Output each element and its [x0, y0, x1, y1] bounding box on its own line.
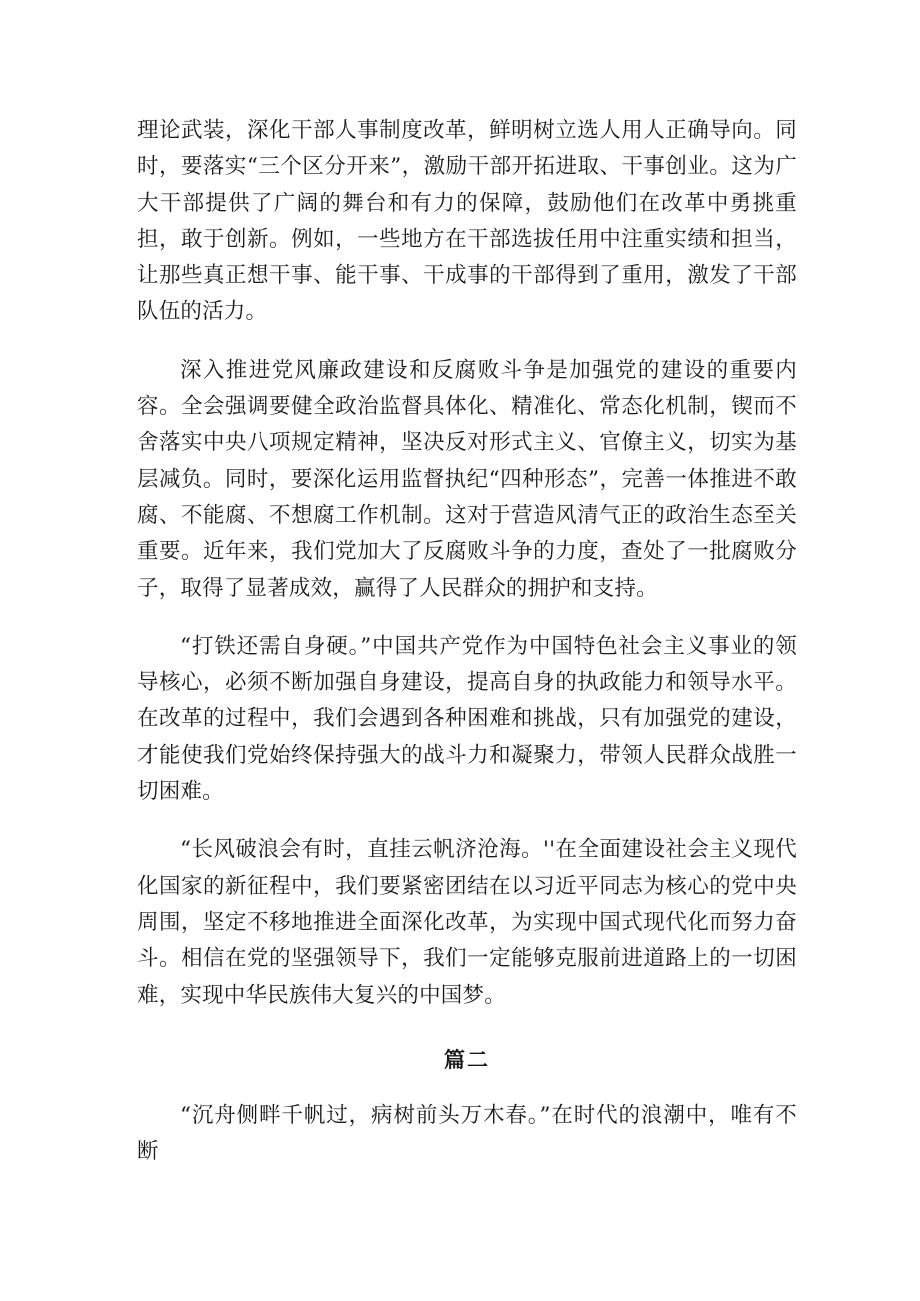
paragraph-cadre-reform: 理论武装，深化干部人事制度改革，鲜明树立选人用人正确导向。同时，要落实“三个区分开来”，激励干部开拓进取、干事创业。这为广大干部提供了广阔的舞台和有力的保障，鼓励他们在改革中勇挑重担，敢于创新。例如，一些地方在干部选拔任用中注重实绩和担当，让那些真正想干事、能干事、干成事的干部得到了重用，激发了干部队伍的活力。 — [137, 118, 797, 325]
paragraph-self-building: “打铁还需自身硬。”中国共产党作为中国特色社会主义事业的领导核心，必须不断加强自身建设，提高自身的执政能力和领导水平。在改革的过程中，我们会遇到各种困难和挑战，只有加强党的建设，才能使我们党始终保持强大的战斗力和凝聚力，带领人民群众战胜一切困难。 — [137, 633, 797, 805]
paragraph-anti-corruption: 深入推进党风廉政建设和反腐败斗争是加强党的建设的重要内容。全会强调要健全政治监督具体化、精准化、常态化机制，锲而不舍落实中央八项规定精神，坚决反对形式主义、官僚主义，切实为基层减负。同时，要深化运用监督执纪“四种形态”，完善一体推进不敢腐、不能腐、不想腐工作机制。这对于营造风清气正的政治生态至关重要。近年来，我们党加大了反腐败斗争的力度，查处了一批腐败分子，取得了显著成效，赢得了人民群众的拥护和支持。 — [137, 357, 797, 601]
paragraph-section-two-opening: “沉舟侧畔千帆过，病树前头万木春。”在时代的浪潮中，唯有不断 — [137, 1102, 797, 1165]
document-page — [137, 113, 797, 1170]
paragraph-new-journey: “长风破浪会有时，直挂云帆济沧海。''在全面建设社会主义现代化国家的新征程中，我们要紧密团结在以习近平同志为核心的党中央周围，坚定不移地推进全面深化改革，为实现中国式现代化而努力奋斗。相信在党的坚强领导下，我们一定能够克服前进道路上的一切困难，实现中华民族伟大复兴的中国梦。 — [137, 837, 797, 1008]
section-heading: 篇二 — [444, 1046, 490, 1072]
